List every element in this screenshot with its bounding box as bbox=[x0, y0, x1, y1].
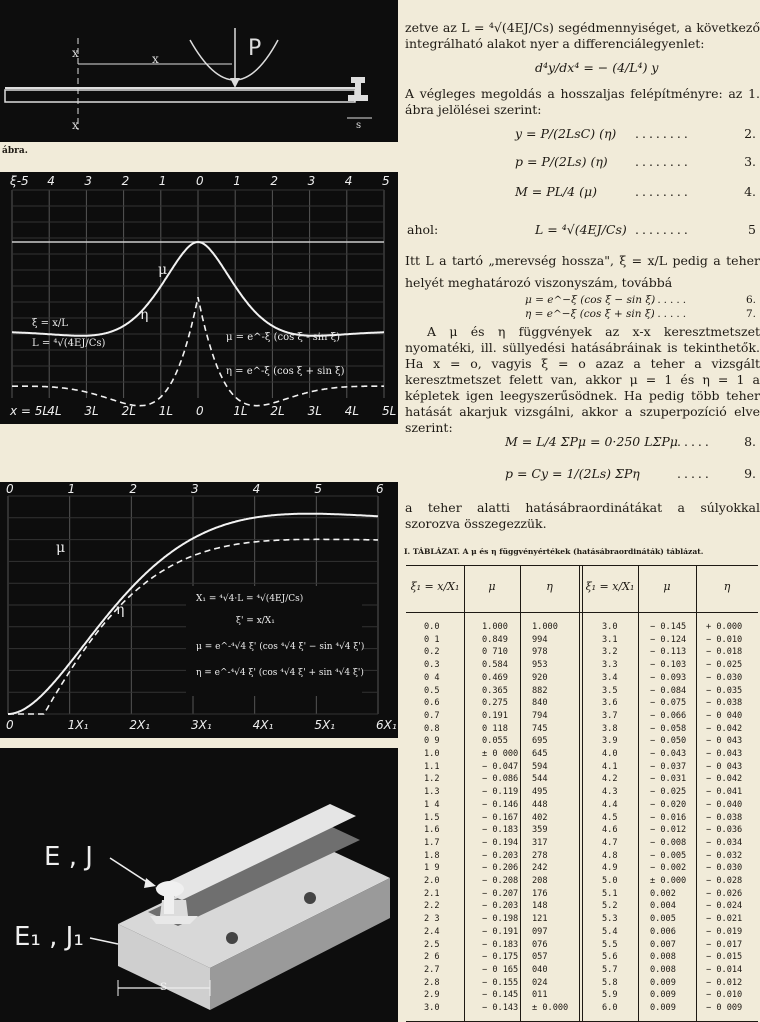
table-header-cell: η bbox=[546, 580, 553, 593]
table-cell: 1.0 bbox=[424, 749, 440, 759]
table-cell: 4.7 bbox=[602, 837, 618, 848]
table-cell: − 0.005 bbox=[650, 850, 687, 861]
table-cell: 0.7 bbox=[424, 710, 440, 721]
table-cell: 978 bbox=[532, 647, 548, 658]
table-cell: 024 bbox=[532, 977, 548, 988]
table-cell: 882 bbox=[532, 685, 548, 696]
table-cell: 4.3 bbox=[602, 787, 618, 798]
table-cell: 1.5 bbox=[424, 812, 440, 823]
table-cell: 011 bbox=[532, 990, 548, 1001]
equation-3: p = P/(2Ls) (η) ........ 3. bbox=[515, 154, 756, 169]
values-table bbox=[406, 565, 758, 1022]
table-cell: − 0.175 bbox=[482, 952, 519, 963]
figure-4-rail-beam bbox=[0, 748, 398, 1022]
table-cell: 0.006 bbox=[650, 926, 676, 937]
table-cell: − 0.010 bbox=[706, 634, 743, 645]
table-cell: − 0.191 bbox=[482, 926, 519, 937]
fig2-bottom-tick-1: 4L bbox=[47, 404, 62, 418]
paragraph-5: a teher alatti hatásábraordinátákat a súlyokkal szorozva összegezzük. bbox=[405, 500, 760, 531]
table-cell: 2 6 bbox=[424, 952, 440, 963]
table-cell: − 0.038 bbox=[706, 698, 743, 709]
fig2-bottom-tick-0: x = 5L bbox=[10, 404, 50, 418]
table-cell: − 0.183 bbox=[482, 939, 519, 950]
table-cell: 0.8 bbox=[424, 723, 440, 734]
table-cell: − 0.034 bbox=[706, 837, 743, 848]
table-cell: − 0.208 bbox=[482, 876, 519, 886]
table-cell: 0 1 bbox=[424, 634, 440, 645]
figure-1-load-diagram bbox=[0, 0, 398, 142]
table-cell: − 0.145 bbox=[650, 622, 687, 632]
fig2-top-tick-6: 1 bbox=[233, 174, 241, 188]
table-cell: − 0.025 bbox=[650, 787, 687, 798]
table-cell: 794 bbox=[532, 710, 548, 721]
table-cell: 920 bbox=[532, 672, 548, 683]
table-cell: 2.2 bbox=[424, 901, 440, 912]
fig2-bottom-tick-2: 3L bbox=[84, 404, 99, 418]
fig2-top-tick-2: 3 bbox=[84, 174, 93, 188]
table-cell: 5.2 bbox=[602, 901, 618, 912]
table-cell: 0.6 bbox=[424, 698, 440, 709]
table-cell: 0 118 bbox=[482, 723, 508, 734]
table-cell: − 0.042 bbox=[706, 723, 743, 734]
table-cell: 3.4 bbox=[602, 672, 618, 683]
table-vline bbox=[464, 566, 465, 1021]
table-header-cell: μ bbox=[488, 580, 496, 593]
fig3-top-tick-1: 1 bbox=[67, 482, 76, 496]
table-cell: − 0.047 bbox=[482, 761, 519, 772]
table-vline bbox=[638, 566, 639, 1021]
table-cell: − 0.145 bbox=[482, 990, 519, 1001]
table-cell: 0.009 bbox=[650, 977, 676, 988]
table-cell: − 0.002 bbox=[650, 863, 687, 874]
table-cell: − 0.103 bbox=[650, 660, 687, 671]
table-cell: − 0.155 bbox=[482, 977, 519, 988]
paragraph-1: zetve az L = ⁴√(4EJ/Cs) segédmennyiséget, a következő integrálható alakot nyer a differenciálegyenlet: bbox=[405, 20, 760, 51]
table-cell: 0.849 bbox=[482, 634, 508, 645]
table-cell: 594 bbox=[532, 761, 548, 772]
table-cell: 0.3 bbox=[424, 660, 440, 671]
fig1-label-x-bottom: x bbox=[72, 118, 79, 132]
table-vline bbox=[696, 566, 697, 1021]
fig2-top-tick-8: 3 bbox=[307, 174, 316, 188]
table-cell: 4.8 bbox=[602, 850, 618, 861]
fig1-label-x-top: x bbox=[72, 46, 79, 60]
table-cell: − 0 009 bbox=[706, 1003, 743, 1013]
fig3-mu-formula: μ = e^-⁴√4 ξ' (cos ⁴√4 ξ' − sin ⁴√4 ξ') bbox=[196, 642, 365, 652]
table-header-cell: ξ₁ = x/X₁ bbox=[585, 580, 635, 593]
table-cell: 0.5 bbox=[424, 685, 440, 696]
table-cell: 5.6 bbox=[602, 952, 618, 963]
table-cell: 695 bbox=[532, 736, 548, 747]
table-cell: 4.1 bbox=[602, 761, 618, 772]
table-cell: 0.004 bbox=[650, 901, 676, 912]
table-cell: 3.6 bbox=[602, 698, 618, 709]
table-cell: − 0.050 bbox=[650, 736, 687, 747]
table-cell: 544 bbox=[532, 774, 548, 785]
table-cell: − 0.124 bbox=[650, 634, 687, 645]
table-cell: − 0.030 bbox=[706, 672, 743, 683]
table-cell: 317 bbox=[532, 837, 548, 848]
fig2-bottom-tick-9: 4L bbox=[344, 404, 360, 418]
table-cell: − 0.206 bbox=[482, 863, 519, 874]
table-cell: 645 bbox=[532, 749, 548, 759]
table-cell: 057 bbox=[532, 952, 548, 963]
table-cell: ± 0 000 bbox=[482, 749, 519, 759]
fig2-eta-label: η bbox=[140, 307, 149, 323]
table-cell: 0 710 bbox=[482, 647, 508, 658]
table-cell: − 0.025 bbox=[706, 660, 743, 671]
table-cell: 0.055 bbox=[482, 736, 508, 747]
table-cell: 0.008 bbox=[650, 964, 676, 975]
table-cell: 840 bbox=[532, 698, 548, 709]
table-cell: − 0.203 bbox=[482, 901, 519, 912]
table-cell: − 0.012 bbox=[650, 825, 687, 836]
equation-7: η = e^−ξ (cos ξ + sin ξ) ...... 7. bbox=[525, 308, 756, 320]
table-cell: − 0.028 bbox=[706, 876, 743, 886]
fig3-top-tick-3: 3 bbox=[191, 482, 199, 496]
fig1-label-x-mid: x bbox=[152, 52, 159, 66]
table-cell: 1.000 bbox=[532, 622, 558, 632]
fig2-mu-label: μ bbox=[158, 262, 168, 278]
fig2-top-tick-10: 5 bbox=[382, 174, 390, 188]
table-cell: 745 bbox=[532, 723, 548, 734]
table-cell: 4.9 bbox=[602, 863, 618, 874]
table-cell: 0.005 bbox=[650, 914, 676, 925]
fig2-bottom-tick-7: 2L bbox=[270, 404, 285, 418]
fig1-label-s: s bbox=[356, 120, 362, 131]
table-cell: 148 bbox=[532, 901, 548, 912]
table-cell: − 0.037 bbox=[650, 761, 687, 772]
table-cell: − 0.194 bbox=[482, 837, 519, 848]
equation-6: μ = e^−ξ (cos ξ − sin ξ) ...... 6. bbox=[525, 294, 756, 306]
table-cell: − 0.018 bbox=[706, 647, 743, 658]
table-cell: − 0.143 bbox=[482, 1003, 519, 1013]
table-cell: − 0 043 bbox=[706, 736, 743, 747]
table-cell: 3.5 bbox=[602, 685, 618, 696]
table-vline bbox=[582, 566, 583, 1021]
table-cell: 3.0 bbox=[602, 622, 618, 632]
table-cell: 0.009 bbox=[650, 990, 676, 1001]
fig2-bottom-tick-8: 3L bbox=[307, 404, 322, 418]
table-cell: − 0.024 bbox=[706, 901, 743, 912]
table-cell: 121 bbox=[532, 914, 548, 925]
fig2-xi-def: ξ = x/L bbox=[32, 318, 68, 329]
table-cell: − 0.058 bbox=[650, 723, 687, 734]
table-cell: − 0.084 bbox=[650, 685, 687, 696]
fig3-bottom-tick-1: 1X₁ bbox=[67, 718, 89, 732]
fig3-bottom-tick-4: 4X₁ bbox=[252, 718, 274, 732]
table-cell: − 0.036 bbox=[706, 825, 743, 836]
equation-4: M = PL/4 (μ) ........ 4. bbox=[515, 184, 756, 199]
table-cell: 3.8 bbox=[602, 723, 618, 734]
table-header-cell: η bbox=[723, 580, 731, 593]
table-cell: 4.0 bbox=[602, 749, 618, 759]
table-cell: 242 bbox=[532, 863, 548, 874]
table-cell: 3.3 bbox=[602, 660, 618, 671]
table-cell: − 0.026 bbox=[706, 888, 743, 899]
table-cell: 5.7 bbox=[602, 964, 618, 975]
table-cell: ± 0.000 bbox=[650, 876, 687, 886]
figure-2-influence-lines bbox=[0, 172, 398, 424]
fig3-bottom-tick-5: 5X₁ bbox=[314, 718, 335, 732]
equation-9: p = Cy = 1/(2Ls) ΣPη ..... 9. bbox=[505, 466, 756, 481]
fig2-eta-formula: η = e^-ξ (cos ξ + sin ξ) bbox=[226, 366, 345, 377]
table-cell: − 0.066 bbox=[650, 710, 687, 721]
table-cell: 2.5 bbox=[424, 939, 440, 950]
table-cell: − 0.043 bbox=[650, 749, 687, 759]
fig2-bottom-tick-3: 2L bbox=[121, 404, 136, 418]
table-cell: 1.000 bbox=[482, 622, 508, 632]
table-cell: − 0.086 bbox=[482, 774, 519, 785]
table-cell: 0.007 bbox=[650, 939, 676, 950]
table-cell: 5.0 bbox=[602, 876, 618, 886]
fig1-label-p: P bbox=[248, 36, 262, 61]
fig3-mu-label: μ bbox=[56, 540, 66, 556]
table-cell: − 0.014 bbox=[706, 964, 743, 975]
table-cell: 6.0 bbox=[602, 1003, 618, 1013]
fig2-bottom-tick-5: 0 bbox=[196, 404, 204, 418]
table-caption: I. TÁBLÁZAT. A μ és η függvényértékek (hatásábraordináták) táblázat. bbox=[404, 547, 704, 556]
table-cell: 4.2 bbox=[602, 774, 618, 785]
fig3-top-tick-6: 6 bbox=[376, 482, 384, 496]
table-cell: 0.0 bbox=[424, 622, 440, 632]
equation-5: ahol: L = ⁴√(4EJ/Cs) ........ 5 bbox=[407, 222, 756, 237]
table-cell: − 0.032 bbox=[706, 850, 743, 861]
table-cell: − 0.113 bbox=[650, 647, 687, 658]
table-cell: 1.2 bbox=[424, 774, 440, 785]
fig2-top-tick-1: 4 bbox=[47, 174, 55, 188]
table-cell: 495 bbox=[532, 787, 548, 798]
table-cell: 4.5 bbox=[602, 812, 618, 823]
table-cell: − 0.146 bbox=[482, 799, 519, 810]
figure-3-influence-lines bbox=[0, 482, 398, 738]
table-cell: 076 bbox=[532, 939, 548, 950]
table-cell: − 0.207 bbox=[482, 888, 519, 899]
table-cell: − 0.041 bbox=[706, 787, 743, 798]
table-cell: 3.0 bbox=[424, 1003, 440, 1013]
equation-2: y = P/(2LsC) (η) ........ 2. bbox=[515, 126, 756, 141]
table-cell: 5.8 bbox=[602, 977, 618, 988]
table-cell: 3.7 bbox=[602, 710, 618, 721]
fig4-base-label: E₁ , J₁ bbox=[14, 922, 84, 952]
table-cell: 994 bbox=[532, 634, 548, 645]
table-cell: − 0.012 bbox=[706, 977, 743, 988]
table-cell: − 0 040 bbox=[706, 710, 743, 721]
table-cell: 4.6 bbox=[602, 825, 618, 836]
fig2-bottom-tick-6: 1L bbox=[233, 404, 248, 418]
table-cell: 0 4 bbox=[424, 672, 440, 683]
fig3-eta-label: η bbox=[116, 602, 125, 618]
fig3-top-tick-5: 5 bbox=[314, 482, 322, 496]
paragraph-3: Itt L a tartó „merevség hossza", ξ = x/L pedig a teher helyét meghatározó viszonyszám, továbbá bbox=[405, 253, 760, 290]
equation-differential: d⁴y/dx⁴ = − (4/L⁴) y bbox=[535, 60, 659, 75]
equation-8: M = L/4 ΣPμ = 0·250 LΣPμ ..... 8. bbox=[505, 434, 756, 449]
table-cell: 1.8 bbox=[424, 850, 440, 861]
table-cell: 1 9 bbox=[424, 863, 440, 874]
table-vline bbox=[579, 566, 580, 1021]
table-cell: 0 9 bbox=[424, 736, 440, 747]
table-cell: 278 bbox=[532, 850, 548, 861]
table-cell: 2.0 bbox=[424, 876, 440, 886]
table-cell: 2.8 bbox=[424, 977, 440, 988]
table-cell: ± 0.000 bbox=[532, 1003, 569, 1013]
fig2-top-tick-9: 4 bbox=[344, 174, 353, 188]
fig3-bottom-tick-2: 2X₁ bbox=[129, 718, 150, 732]
table-cell: − 0 165 bbox=[482, 964, 519, 975]
table-cell: − 0.031 bbox=[650, 774, 687, 785]
table-cell: − 0 043 bbox=[706, 761, 743, 772]
table-cell: − 0.198 bbox=[482, 914, 519, 925]
table-cell: 402 bbox=[532, 812, 548, 823]
table-cell: 1.6 bbox=[424, 825, 440, 836]
paragraph-4: A μ és η függvények az x-x keresztmetszet nyomatéki, ill. süllyedési hatásábráinak is tekinthetők. Ha x = o, vagyis ξ = o azaz a teher a vizsgált keresztmetszet felett van, akkor μ = 1 és η = 1 a képletek igen leegyszerűsödnek. Ha pedig több teher hatását akarjuk vizsgálni, akkor a szuperpozíció elve szerint: bbox=[405, 324, 760, 435]
table-cell: − 0.203 bbox=[482, 850, 519, 861]
fig4-rail-label: E , J bbox=[44, 842, 93, 872]
table-cell: 176 bbox=[532, 888, 548, 899]
fig2-top-tick-5: 0 bbox=[196, 174, 204, 188]
table-cell: 448 bbox=[532, 799, 548, 810]
table-cell: 0.191 bbox=[482, 710, 508, 721]
fig3-bottom-tick-3: 3X₁ bbox=[191, 718, 212, 732]
table-cell: − 0.016 bbox=[650, 812, 687, 823]
table-cell: − 0.038 bbox=[706, 812, 743, 823]
table-cell: − 0.042 bbox=[706, 774, 743, 785]
table-cell: − 0.010 bbox=[706, 990, 743, 1001]
table-cell: − 0.040 bbox=[706, 799, 743, 810]
fig3-x1-def: X₁ = ⁴√4·L = ⁴√(4EJ/Cs) bbox=[196, 594, 304, 604]
table-cell: 4.4 bbox=[602, 799, 618, 810]
table-cell: − 0.021 bbox=[706, 914, 743, 925]
table-header-cell: ξ₁ = x/X₁ bbox=[410, 580, 460, 593]
table-cell: 5.5 bbox=[602, 939, 618, 950]
table-cell: 2.1 bbox=[424, 888, 440, 899]
table-cell: 0.365 bbox=[482, 685, 508, 696]
table-cell: − 0.019 bbox=[706, 926, 743, 937]
table-cell: 040 bbox=[532, 964, 548, 975]
table-cell: 1 4 bbox=[424, 799, 440, 810]
fig4-width-label: s bbox=[160, 978, 168, 994]
table-cell: − 0.167 bbox=[482, 812, 519, 823]
table-cell: 1.1 bbox=[424, 761, 440, 772]
table-cell: 0.584 bbox=[482, 660, 508, 671]
fig3-eta-formula: η = e^-⁴√4 ξ' (cos ⁴√4 ξ' + sin ⁴√4 ξ') bbox=[196, 668, 364, 678]
fig3-xi-def: ξ' = x/X₁ bbox=[236, 616, 275, 626]
table-cell: 5.3 bbox=[602, 914, 618, 925]
fig3-top-tick-2: 2 bbox=[129, 482, 137, 496]
fig2-top-tick-7: 2 bbox=[270, 174, 279, 188]
fig2-bottom-tick-4: 1L bbox=[158, 404, 174, 418]
table-cell: 0.009 bbox=[650, 1003, 676, 1013]
table-cell: − 0.043 bbox=[706, 749, 743, 759]
table-cell: 2.9 bbox=[424, 990, 440, 1001]
fig3-bottom-tick-6: 6X₁ bbox=[376, 718, 397, 732]
table-cell: + 0.000 bbox=[706, 622, 743, 632]
table-cell: − 0.030 bbox=[706, 863, 743, 874]
table-cell: 359 bbox=[532, 825, 548, 836]
table-cell: 208 bbox=[532, 876, 548, 886]
fig2-top-tick-0: ξ-5 bbox=[10, 174, 29, 188]
table-cell: 2 3 bbox=[424, 914, 440, 925]
table-cell: 0.002 bbox=[650, 888, 676, 899]
fig2-bottom-tick-10: 5L bbox=[382, 404, 397, 418]
table-cell: − 0.035 bbox=[706, 685, 743, 696]
fig1-caption: ábra. bbox=[2, 146, 28, 156]
table-cell: 097 bbox=[532, 926, 548, 937]
table-cell: − 0.183 bbox=[482, 825, 519, 836]
fig2-mu-formula: μ = e^-ξ (cos ξ - sin ξ) bbox=[226, 332, 341, 343]
table-cell: 1.7 bbox=[424, 837, 440, 848]
table-vline bbox=[520, 566, 521, 1021]
table-cell: − 0.093 bbox=[650, 672, 687, 683]
table-cell: − 0.119 bbox=[482, 787, 519, 798]
table-cell: 3.2 bbox=[602, 647, 618, 658]
table-cell: − 0.015 bbox=[706, 952, 743, 963]
fig3-top-tick-0: 0 bbox=[6, 482, 14, 496]
table-cell: − 0.008 bbox=[650, 837, 687, 848]
table-cell: 3.9 bbox=[602, 736, 618, 747]
table-cell: 0.008 bbox=[650, 952, 676, 963]
fig3-bottom-tick-0: 0 bbox=[6, 718, 14, 732]
table-cell: 2.7 bbox=[424, 964, 440, 975]
table-cell: 5.1 bbox=[602, 888, 618, 899]
fig3-top-tick-4: 4 bbox=[252, 482, 261, 496]
table-cell: 1.3 bbox=[424, 787, 440, 798]
fig2-L-def: L = ⁴√(4EJ/Cs) bbox=[32, 338, 106, 349]
table-cell: 0.275 bbox=[482, 698, 508, 709]
table-cell: − 0.017 bbox=[706, 939, 743, 950]
table-cell: 953 bbox=[532, 660, 548, 671]
table-cell: − 0.075 bbox=[650, 698, 687, 709]
table-header-cell: μ bbox=[663, 580, 671, 593]
fig2-top-tick-4: 1 bbox=[158, 174, 167, 188]
table-cell: 3.1 bbox=[602, 634, 618, 645]
table-cell: − 0.020 bbox=[650, 799, 687, 810]
table-cell: 5.9 bbox=[602, 990, 618, 1001]
table-cell: 0.2 bbox=[424, 647, 440, 658]
fig2-top-tick-3: 2 bbox=[121, 174, 130, 188]
paragraph-2: A végleges megoldás a hosszaljas felépítményre: az 1. ábra jelölései szerint: bbox=[405, 86, 760, 117]
table-cell: 0.469 bbox=[482, 672, 508, 683]
table-cell: 5.4 bbox=[602, 926, 618, 937]
table-cell: 2.4 bbox=[424, 926, 440, 937]
